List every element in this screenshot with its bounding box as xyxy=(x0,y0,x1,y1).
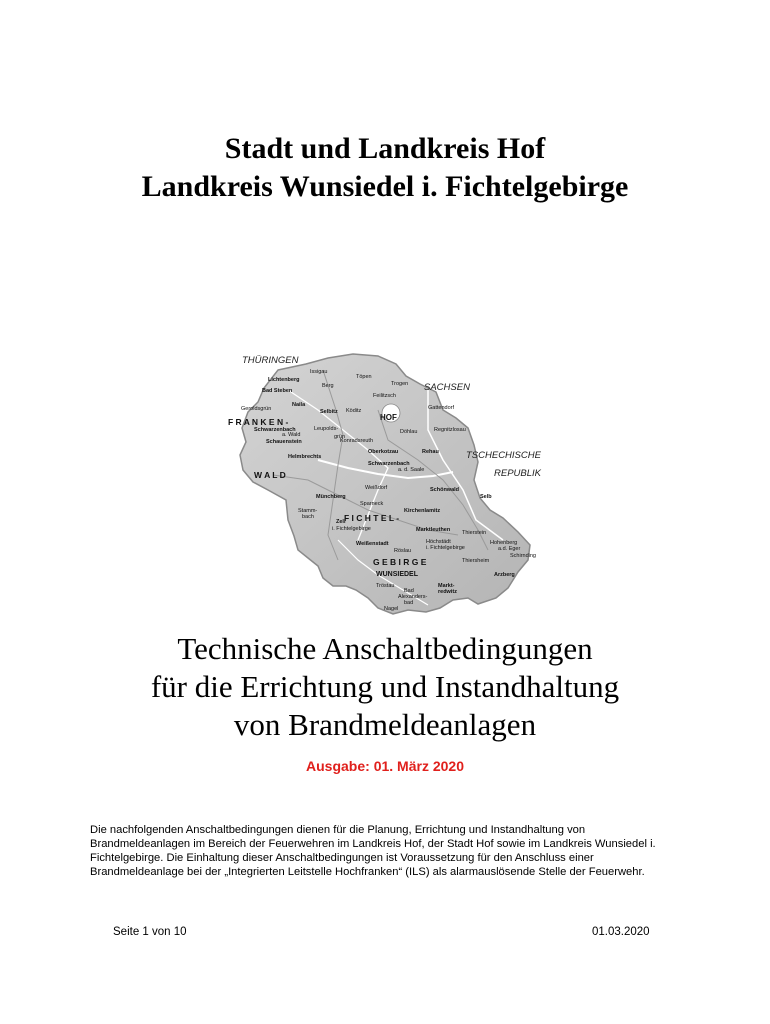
map-place: Lichtenberg xyxy=(268,377,300,383)
map-place: Nagel xyxy=(384,606,399,612)
map-place: i. Fichtelgebirge xyxy=(332,526,371,532)
map-place: Hohenberg xyxy=(490,540,518,546)
map-label-fichtel: F I C H T E L - xyxy=(344,513,400,523)
map-label-wunsiedel: WUNSIEDEL xyxy=(376,571,418,578)
map-place: Regnitzlosau xyxy=(434,427,466,433)
map-place: Helmbrechts xyxy=(288,454,322,460)
map-place: Tröstau xyxy=(376,583,395,589)
edition-date: Ausgabe: 01. März 2020 xyxy=(306,758,464,774)
map-place: Naila xyxy=(292,402,306,408)
map-place: Leupolds- xyxy=(314,426,339,432)
map-place: Arzberg xyxy=(494,572,515,578)
map-place: Schirnding xyxy=(510,553,536,559)
map-label-sachsen: SACHSEN xyxy=(424,382,470,393)
map-place: a.d. Eger xyxy=(498,546,521,552)
map-place: Köditz xyxy=(346,408,362,414)
title-line-2: Landkreis Wunsiedel i. Fichtelgebirge xyxy=(141,170,629,203)
map-place: Schönwald xyxy=(430,487,460,493)
map-place: i. Fichtelgebirge xyxy=(426,545,465,551)
map-place: a. Wald xyxy=(282,432,301,438)
map-place: Trogen xyxy=(391,381,409,387)
map-place: Bad xyxy=(404,588,414,594)
map-place: Zell xyxy=(336,519,346,525)
map-label-franken: F R A N K E N - xyxy=(228,417,289,427)
map-place: Oberkotzau xyxy=(368,449,399,455)
title-line-1: Stadt und Landkreis Hof xyxy=(224,132,546,165)
map-place: Bad Steben xyxy=(262,388,293,394)
map-place: Konradsreuth xyxy=(340,438,374,444)
subtitle-line-3: von Brandmeldeanlagen xyxy=(233,707,537,742)
map-place: Kirchenlamitz xyxy=(404,508,441,514)
map-place: Alexanders- xyxy=(398,594,428,600)
map-place: Geroldsgrün xyxy=(241,406,272,412)
map-place: Selb xyxy=(480,494,492,500)
map-place: Höchstädt xyxy=(426,539,451,545)
map-place: redwitz xyxy=(438,589,457,595)
map-place: Feilitzsch xyxy=(373,393,396,399)
map-place: Stamm- xyxy=(298,508,318,514)
map-place: bad xyxy=(404,600,414,606)
document-subtitle xyxy=(0,630,770,744)
subtitle-line-2: für die Errichtung und Instandhaltung xyxy=(150,669,620,704)
map-label-republik: REPUBLIK xyxy=(494,468,541,479)
map-place: Döhlau xyxy=(400,429,418,435)
intro-paragraph xyxy=(90,823,680,879)
map-place: Thierstein xyxy=(462,530,487,536)
map-place: Münchberg xyxy=(316,494,346,500)
map-place: a. d. Saale xyxy=(398,467,425,473)
subtitle-line-1: Technische Anschaltbedingungen xyxy=(177,631,593,666)
map-place: Issigau xyxy=(310,369,328,375)
map-place: Selbitz xyxy=(320,409,338,415)
map-label-gebirge: G E B I R G E xyxy=(373,557,427,567)
map-place: Röslau xyxy=(394,548,412,554)
page-number: Seite 1 von 10 xyxy=(113,926,187,938)
map-label-wald: W A L D xyxy=(254,470,286,480)
map-place: Gattendorf xyxy=(428,405,454,411)
map-place: Schauenstein xyxy=(266,439,302,445)
map-place: Schwarzenbach xyxy=(368,461,410,467)
map-place: Sparneck xyxy=(360,501,384,507)
map-place: Marktleuthen xyxy=(416,527,451,533)
map-place: Markt- xyxy=(438,583,455,589)
map-place: Rehau xyxy=(422,449,439,455)
map-place: grün xyxy=(334,434,346,440)
map-label-tschechische: TSCHECHISCHE xyxy=(466,450,541,461)
region-map-graphic xyxy=(228,350,558,620)
map-place: Schwarzenbach xyxy=(254,427,296,433)
map-place: Weißdorf xyxy=(365,485,388,491)
map-place: Thiersheim xyxy=(462,558,490,564)
map-place: Weißenstadt xyxy=(356,541,389,547)
map-place: Töpen xyxy=(356,374,372,380)
document-title xyxy=(0,130,770,206)
map-place: Berg xyxy=(322,383,334,389)
map-label-thueringen: THÜRINGEN xyxy=(242,355,299,366)
map-place: bach xyxy=(302,514,314,520)
intro-text: Die nachfolgenden Anschaltbedingungen dienen für die Planung, Errichtung und Instandhaltung von Brandmeldeanlagen im Bereich der Feuerwehren im Landkreis Hof, der Stadt Hof sowie im Landkreis Wunsiedel i. Fichtelgebirge. Die Einhaltung dieser Anschaltbedingungen ist Voraussetzung für den Anschluss einer Brandmeldeanlage bei der „Integrierten Leitstelle Hochfranken“ (ILS) als alarmauslösende Stelle der Feuerwehr. xyxy=(90,824,656,878)
region-map xyxy=(228,350,558,620)
map-label-hof: HOF xyxy=(380,413,397,422)
footer-date: 01.03.2020 xyxy=(592,926,650,938)
